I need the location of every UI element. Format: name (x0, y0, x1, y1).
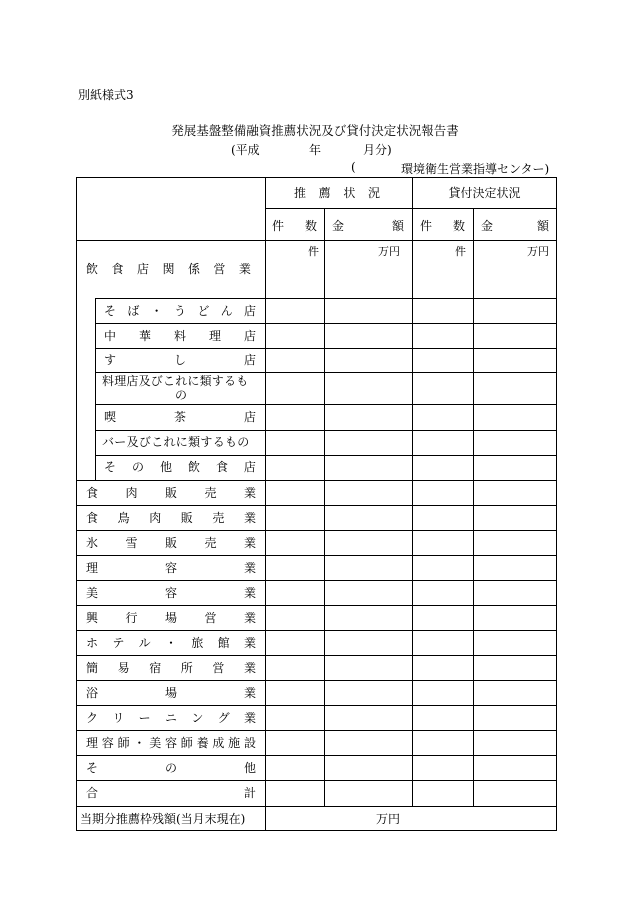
header-count-2: 件 数 (420, 219, 465, 233)
center-open: ( (351, 160, 356, 174)
row-ryori (102, 374, 260, 402)
row-meat: 食 肉 販 売 業 (86, 486, 256, 500)
remaining-unit: 万円 (375, 812, 400, 826)
period-open: (平成 (231, 143, 260, 157)
row-ryori-line2: の (174, 388, 187, 402)
remaining-label: 当期分推薦枠残額(当月末現在) (80, 812, 246, 826)
period-month: 月分) (363, 143, 392, 157)
period-year: 年 (309, 143, 322, 157)
row-bath: 浴 場 業 (86, 686, 256, 700)
header-loan-decision: 貸付決定状況 (448, 186, 521, 200)
unit-amount-1: 万円 (378, 245, 400, 258)
header-count-1: 件 数 (272, 219, 317, 233)
header-recommendation: 推 薦 状 況 (294, 186, 380, 200)
row-entertainment: 興 行 場 営 業 (86, 611, 256, 625)
row-ice: 氷 雪 販 売 業 (86, 536, 256, 550)
row-beauty: 美 容 業 (86, 586, 256, 600)
row-other-food: そ の 他 飲 食 店 (104, 460, 256, 474)
unit-count-2: 件 (455, 245, 466, 258)
row-simple-lodging: 簡 易 宿 所 営 業 (86, 661, 256, 675)
row-kissa: 喫 茶 店 (104, 410, 256, 424)
row-sushi: す し 店 (104, 353, 256, 367)
header-amount-1: 金 額 (332, 219, 404, 233)
row-hotel: ホ テ ル ・ 旅 館 業 (86, 636, 256, 650)
row-other: そ の 他 (86, 761, 256, 775)
row-school: 理 容 師 ・ 美 容 師 養 成 施 設 (86, 736, 256, 750)
unit-amount-2: 万円 (527, 245, 549, 258)
row-barber: 理 容 業 (86, 561, 256, 575)
row-chinese: 中 華 料 理 店 (104, 329, 256, 343)
row-poultry: 食 鳥 肉 販 売 業 (86, 511, 256, 525)
row-total: 合 計 (86, 786, 256, 800)
row-soba-udon: そ ば ・ う ど ん 店 (104, 304, 256, 318)
document-title: 発展基盤整備融資推薦状況及び貸付決定状況報告書 (171, 123, 459, 138)
row-cleaning: ク リ ー ニ ン グ 業 (86, 711, 256, 725)
center-label: 環境衛生営業指導センター) (401, 162, 550, 176)
form-number: 別紙様式3 (78, 88, 134, 102)
header-amount-2: 金 額 (481, 219, 549, 233)
row-bar: バー及びこれに類するもの (102, 435, 250, 449)
unit-count-1: 件 (308, 245, 319, 258)
row-ryori-line1: 料理店及びこれに類するも (102, 374, 249, 388)
row-restaurant-total: 飲 食 店 関 係 営 業 (86, 262, 251, 276)
